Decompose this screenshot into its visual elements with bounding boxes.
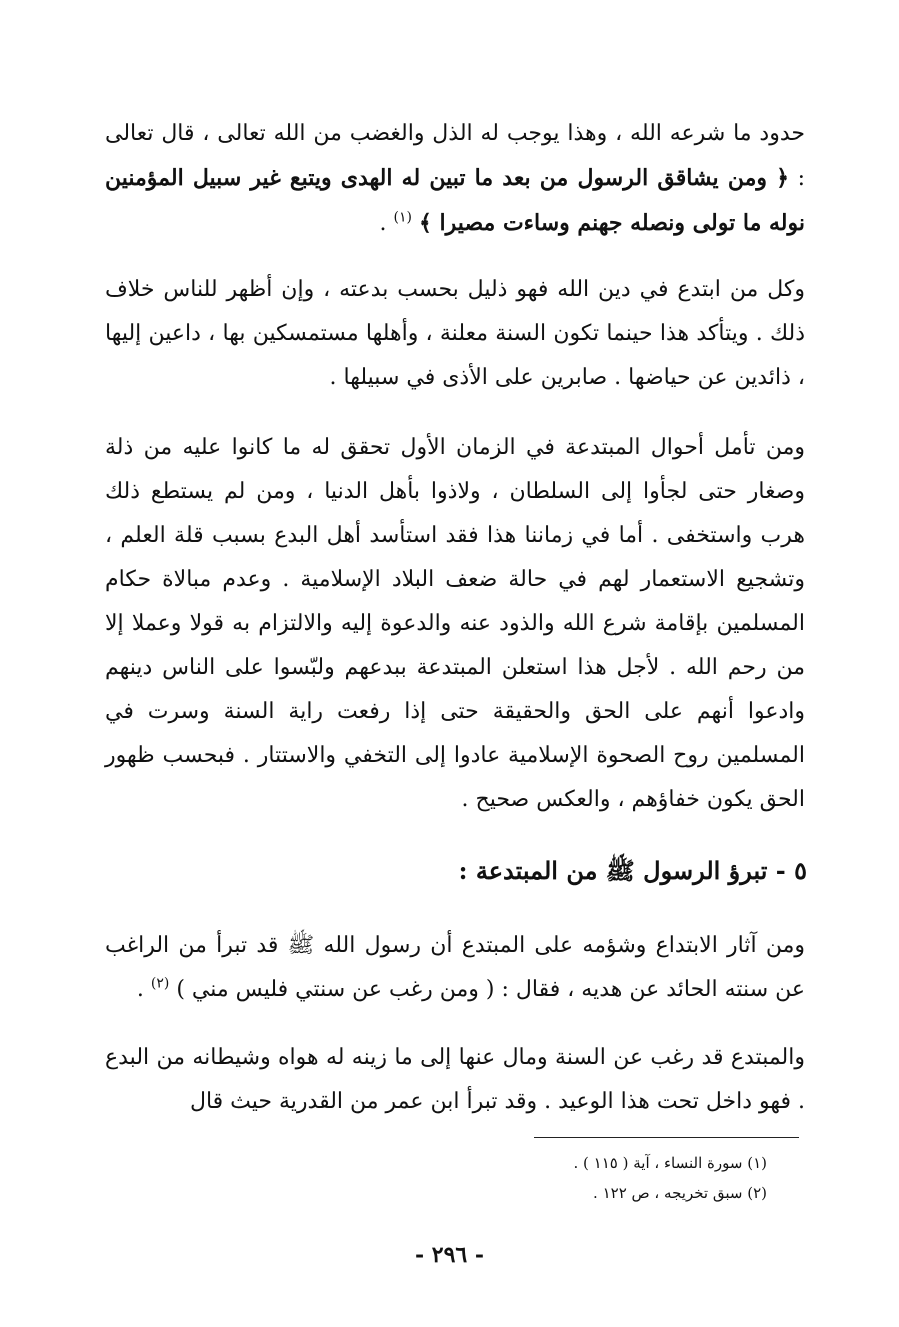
section-heading: ٥ - تبرؤ الرسول ﷺ من المبتدعة : [458,856,807,885]
footnotes [367,1148,767,1208]
quran-verse: ﴿ ومن يشاقق الرسول من بعد ما تبين له الهدى ويتبع غير سبيل المؤمنين نوله ما تولى ونصله جهنم وساءت مصيرا ﴾ [105,165,805,236]
paragraph-5: والمبتدع قد رغب عن السنة ومال عنها إلى ما زينه له هواه وشيطانه من البدع . فهو داخل تحت هذا الوعيد . وقد تبرأ ابن عمر من القدرية حيث قال [105,1045,805,1114]
paragraph-4-text: ومن آثار الابتداع وشؤمه على المبتدع أن رسول الله ﷺ قد تبرأ من الراغب عن سنته الحائد عن هديه ، فقال : ( ومن رغب عن سنتي فليس مني ) [105,933,806,1002]
footnote-divider [534,1137,799,1138]
paragraph-4-end: . [136,977,144,1002]
paragraph-1 [105,112,805,246]
paragraph-1-intro: حدود ما شرعه الله ، وهذا يوجب له الذل والغضب من الله تعالى ، قال تعالى : [105,121,806,191]
paragraph-2: وكل من ابتدع في دين الله فهو ذليل بحسب بدعته ، وإن أظهر للناس خلاف ذلك . ويتأكد هذا حينما تكون السنة معلنة ، وأهلها مستمسكين بها ، داعين إليها ، ذائدين عن حياضها . صابرين على الأذى في سبيلها . [105,277,805,390]
paragraph-3: ومن تأمل أحوال المبتدعة في الزمان الأول تحقق له ما كانوا عليه من ذلة وصغار حتى لجأوا إلى السلطان ، ولاذوا بأهل الدنيا ، ومن لم يستطع ذلك هرب واستخفى . أما في زماننا هذا فقد استأسد أهل البدع بسبب قلة العلم ، وتشجيع الاستعمار لهم في حالة ضعف البلاد الإسلامية . وعدم مبالاة حكام المسلمين بإقامة شرع الله والذود عنه والدعوة إليه والالتزام به قولا وعملا إلا من رحم الله . لأجل هذا استعلن المبتدعة ببدعهم ولبّسوا على الناس دينهم وادعوا أنهم على الحق والحقيقة حتى إذا رفعت راية السنة وسرت في المسلمين روح الصحوة الإسلامية عادوا إلى التخفي والاستتار . فبحسب ظهور الحق يكون خفاؤهم ، والعكس صحيح . [105,435,805,812]
footnote-1: (١) سورة النساء ، آية ( ١١٥ ) . [573,1154,767,1172]
page-number: - ٢٩٦ - [414,1242,485,1268]
paragraph-4 [105,924,805,1012]
footnote-ref-2: (٢) [150,975,170,992]
paragraph-1-end: . [379,211,387,236]
footnote-ref-1: (١) [393,209,412,226]
footnote-2: (٢) سبق تخريجه ، ص ١٢٢ . [593,1184,767,1202]
